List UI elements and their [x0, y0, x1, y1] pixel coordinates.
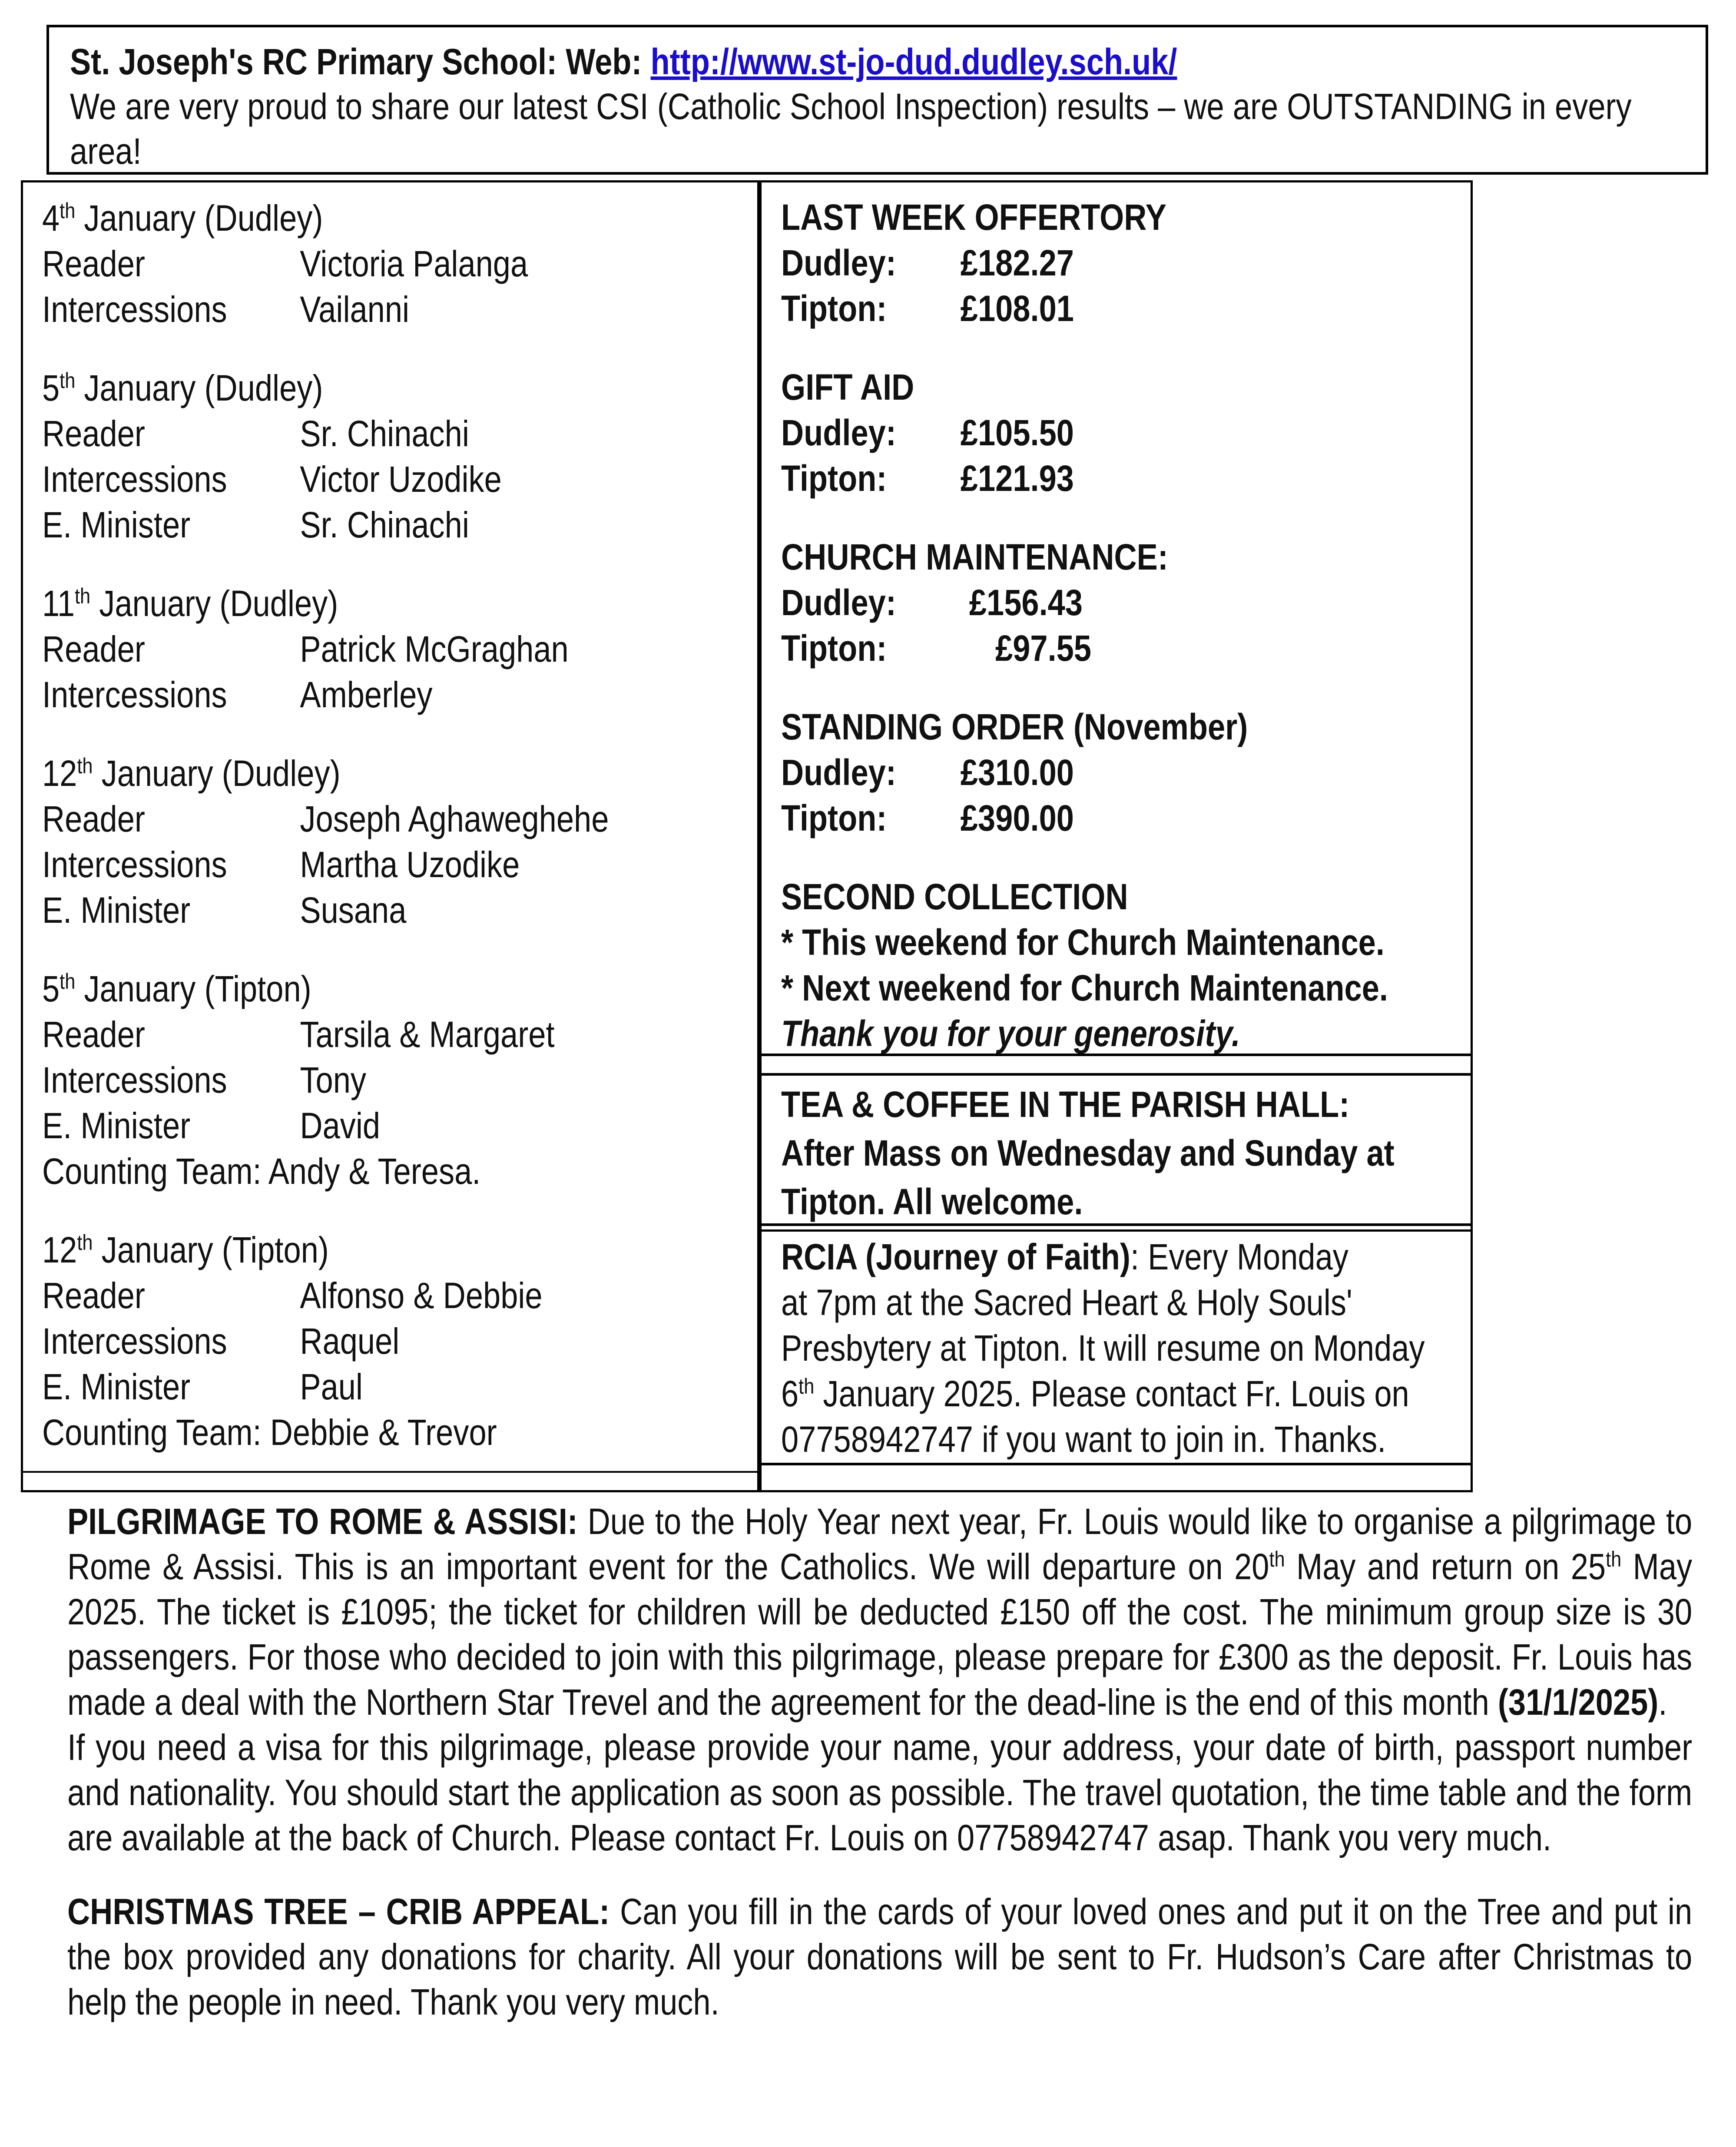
rcia-heading: RCIA (Journey of Faith)	[781, 1236, 1130, 1277]
finance-list	[781, 195, 1491, 841]
rota-list	[42, 195, 789, 1488]
rota-day-heading: 4th January (Dudley)	[42, 198, 323, 239]
tea-heading: TEA & COFFEE IN THE PARISH HALL:	[781, 1084, 1350, 1125]
finance-row	[781, 580, 1491, 626]
tea-line: After Mass on Wednesday and Sunday at	[781, 1133, 1395, 1173]
thanks-line: Thank you for your generosity.	[781, 1013, 1241, 1054]
finance-row	[781, 750, 1491, 795]
counting-team: Counting Team: Debbie & Trevor	[42, 1412, 497, 1453]
rota-day-heading: 12th January (Tipton)	[42, 1229, 329, 1270]
rota-role: E. Minister	[42, 1366, 191, 1407]
finance-row	[781, 286, 1491, 331]
rota-day-block	[42, 751, 789, 933]
pilgrimage-paragraph: PILGRIMAGE TO ROME & ASSISI: Due to the Holy Year next year, Fr. Louis would like to organise a pilgrimage to Rome & Assisi. This is an important event for the Catholics. We will departure on 20th May and return on 25th May 2025. The ticket is £1095; the ticket for children will be deducted £150 off the cost. The minimum group size is 30 passengers. For those who decided to join with this pilgrimage, please prepare for £300 as the deposit. Fr. Louis has made a deal with the Northern Star Trevel and the agreement for the dead-line is the end of this month (31/1/2025).	[67, 1501, 1693, 1723]
finance-heading: LAST WEEK OFFERTORY	[781, 197, 1166, 238]
rota-role: Reader	[42, 1014, 145, 1055]
rota-table	[21, 180, 759, 1492]
rota-role: Reader	[42, 629, 145, 669]
rota-name: Alfonso & Debbie	[300, 1275, 543, 1316]
rota-role: Intercessions	[42, 1321, 227, 1362]
rota-row	[42, 1103, 789, 1149]
finance-group	[781, 534, 1491, 671]
rota-row	[42, 626, 789, 672]
finance-amount: £108.01	[960, 288, 1074, 329]
rota-name: Sr. Chinachi	[300, 413, 469, 454]
rota-day-block	[42, 581, 789, 718]
finance-amount: £97.55	[960, 628, 1092, 669]
finance-row	[781, 410, 1491, 456]
school-notice-text	[70, 40, 1676, 174]
rota-role: Reader	[42, 243, 145, 284]
rota-row	[42, 1319, 789, 1364]
second-collection-heading: SECOND COLLECTION	[781, 876, 1128, 917]
rota-name: Victoria Palanga	[300, 243, 528, 284]
school-website-link[interactable]: http://www.st-jo-dud.dudley.sch.uk/	[650, 41, 1177, 82]
rota-role: Reader	[42, 413, 145, 454]
finance-place: Tipton:	[781, 628, 887, 669]
rcia-text: : Every Monday	[1130, 1236, 1348, 1277]
finance-row	[781, 626, 1491, 671]
rota-row	[42, 1057, 789, 1103]
rota-name: Vailanni	[300, 289, 410, 330]
visa-paragraph: If you need a visa for this pilgrimage, please provide your name, your address, your date of birth, passport number and nationality. You should start the application as soon as possible. The travel quotation, the time table and the form are available at the back of Church. Please contact Fr. Louis on 07758942747 asap. Thank you very much.	[67, 1727, 1693, 1858]
finance-group	[781, 364, 1491, 501]
rota-name: Tarsila & Margaret	[300, 1014, 555, 1055]
finance-row	[781, 795, 1491, 841]
finance-amount: £121.93	[960, 458, 1074, 499]
rcia-box: RCIA (Journey of Faith): Every Monday at 7pm at the Sacred Heart & Holy Souls' Presbytery at Tipton. It will resume on Monday 6th January 2025. Please contact Fr. Louis on 07758942747 if you want to join in. Thanks.	[762, 1229, 1471, 1465]
rota-name: Sr. Chinachi	[300, 504, 469, 545]
rota-day-heading: 12th January (Dudley)	[42, 753, 341, 794]
finance-place: Tipton:	[781, 288, 887, 329]
finance-group	[781, 195, 1491, 331]
rota-row	[42, 411, 789, 457]
rota-row	[42, 672, 789, 718]
finance-place: Tipton:	[781, 798, 887, 838]
rota-name: Paul	[300, 1366, 363, 1407]
rota-role: Reader	[42, 798, 145, 839]
counting-team: Counting Team: Andy & Teresa.	[42, 1151, 481, 1192]
second-collection	[781, 874, 1491, 1057]
rota-row	[42, 502, 789, 548]
finance-heading: STANDING ORDER (November)	[781, 706, 1248, 747]
rota-row	[42, 842, 789, 888]
rota-role: Intercessions	[42, 289, 227, 330]
finance-amount: £105.50	[960, 412, 1074, 453]
rota-name: Raquel	[300, 1321, 400, 1362]
finance-heading: GIFT AID	[781, 367, 914, 408]
rota-row	[42, 287, 789, 332]
school-notice-box	[46, 25, 1708, 175]
rcia-text: January 2025. Please contact Fr. Louis on	[814, 1373, 1409, 1414]
rota-role: Intercessions	[42, 459, 227, 500]
rota-name: Joseph Aghaweghehe	[300, 798, 609, 839]
rcia-text: Presbytery at Tipton. It will resume on Monday	[781, 1328, 1425, 1368]
finance-amount: £156.43	[960, 582, 1083, 623]
rcia-text: at 7pm at the Sacred Heart & Holy Souls'	[781, 1282, 1352, 1323]
rota-row	[42, 796, 789, 842]
rota-row	[42, 1364, 789, 1410]
finance-place: Tipton:	[781, 458, 887, 499]
rota-name: Victor Uzodike	[300, 459, 502, 500]
finance-place: Dudley:	[781, 242, 896, 283]
rota-role: E. Minister	[42, 504, 191, 545]
rota-row	[42, 1273, 789, 1319]
rota-role: Intercessions	[42, 674, 227, 715]
school-label: St. Joseph's RC Primary School: Web:	[70, 41, 642, 82]
rota-name: Martha Uzodike	[300, 844, 520, 885]
rota-name: Tony	[300, 1060, 366, 1100]
collections-box	[762, 182, 1471, 1056]
rota-name: Patrick McGraghan	[300, 629, 569, 669]
finance-amount: £182.27	[960, 242, 1074, 283]
rota-row	[42, 457, 789, 502]
rota-row	[42, 888, 789, 933]
finance-place: Dudley:	[781, 412, 896, 453]
rcia-text: 07758942747 if you want to join in. Thanks.	[781, 1419, 1386, 1460]
rota-role: Reader	[42, 1275, 145, 1316]
finance-amount: £390.00	[960, 798, 1074, 838]
finance-group	[781, 704, 1491, 841]
rota-day-block	[42, 1227, 789, 1455]
rota-day-heading: 5th January (Tipton)	[42, 968, 311, 1009]
rota-day-block	[42, 195, 789, 332]
tea-coffee-box	[762, 1073, 1471, 1226]
rota-role: Intercessions	[42, 1060, 227, 1100]
notices-column	[759, 180, 1473, 1492]
finance-row	[781, 456, 1491, 501]
finance-heading: CHURCH MAINTENANCE:	[781, 537, 1168, 577]
rota-row	[42, 241, 789, 287]
christmas-paragraph: CHRISTMAS TREE – CRIB APPEAL: Can you fill in the cards of your loved ones and put it on the Tree and put in the box provided any donations for charity. All your donations will be sent to Fr. Hudson’s Care after Christmas to help the people in need. Thank you very much.	[67, 1891, 1693, 2022]
tea-line: Tipton. All welcome.	[781, 1181, 1083, 1222]
second-collection-line: * This weekend for Church Maintenance.	[781, 922, 1385, 963]
rota-role: Intercessions	[42, 844, 227, 885]
rota-day-block	[42, 966, 789, 1194]
pilgrimage-heading: PILGRIMAGE TO ROME & ASSISI:	[67, 1501, 578, 1542]
finance-place: Dudley:	[781, 752, 896, 793]
finance-row	[781, 240, 1491, 286]
rota-day-heading: 5th January (Dudley)	[42, 368, 323, 408]
rota-day-block	[42, 365, 789, 548]
rota-name: David	[300, 1105, 381, 1146]
school-message: We are very proud to share our latest CSI (Catholic School Inspection) results – we are OUTSTANDING in every area!	[70, 86, 1632, 172]
bottom-notices	[67, 1499, 1692, 2024]
rota-day-heading: 11th January (Dudley)	[42, 583, 338, 624]
rota-name: Amberley	[300, 674, 433, 715]
rota-role: E. Minister	[42, 1105, 191, 1146]
second-collection-line: * Next weekend for Church Maintenance.	[781, 967, 1388, 1008]
rota-role: E. Minister	[42, 890, 191, 931]
christmas-heading: CHRISTMAS TREE – CRIB APPEAL:	[67, 1891, 610, 1932]
finance-place: Dudley:	[781, 582, 896, 623]
finance-amount: £310.00	[960, 752, 1074, 793]
rota-name: Susana	[300, 890, 407, 931]
rota-row	[42, 1012, 789, 1057]
